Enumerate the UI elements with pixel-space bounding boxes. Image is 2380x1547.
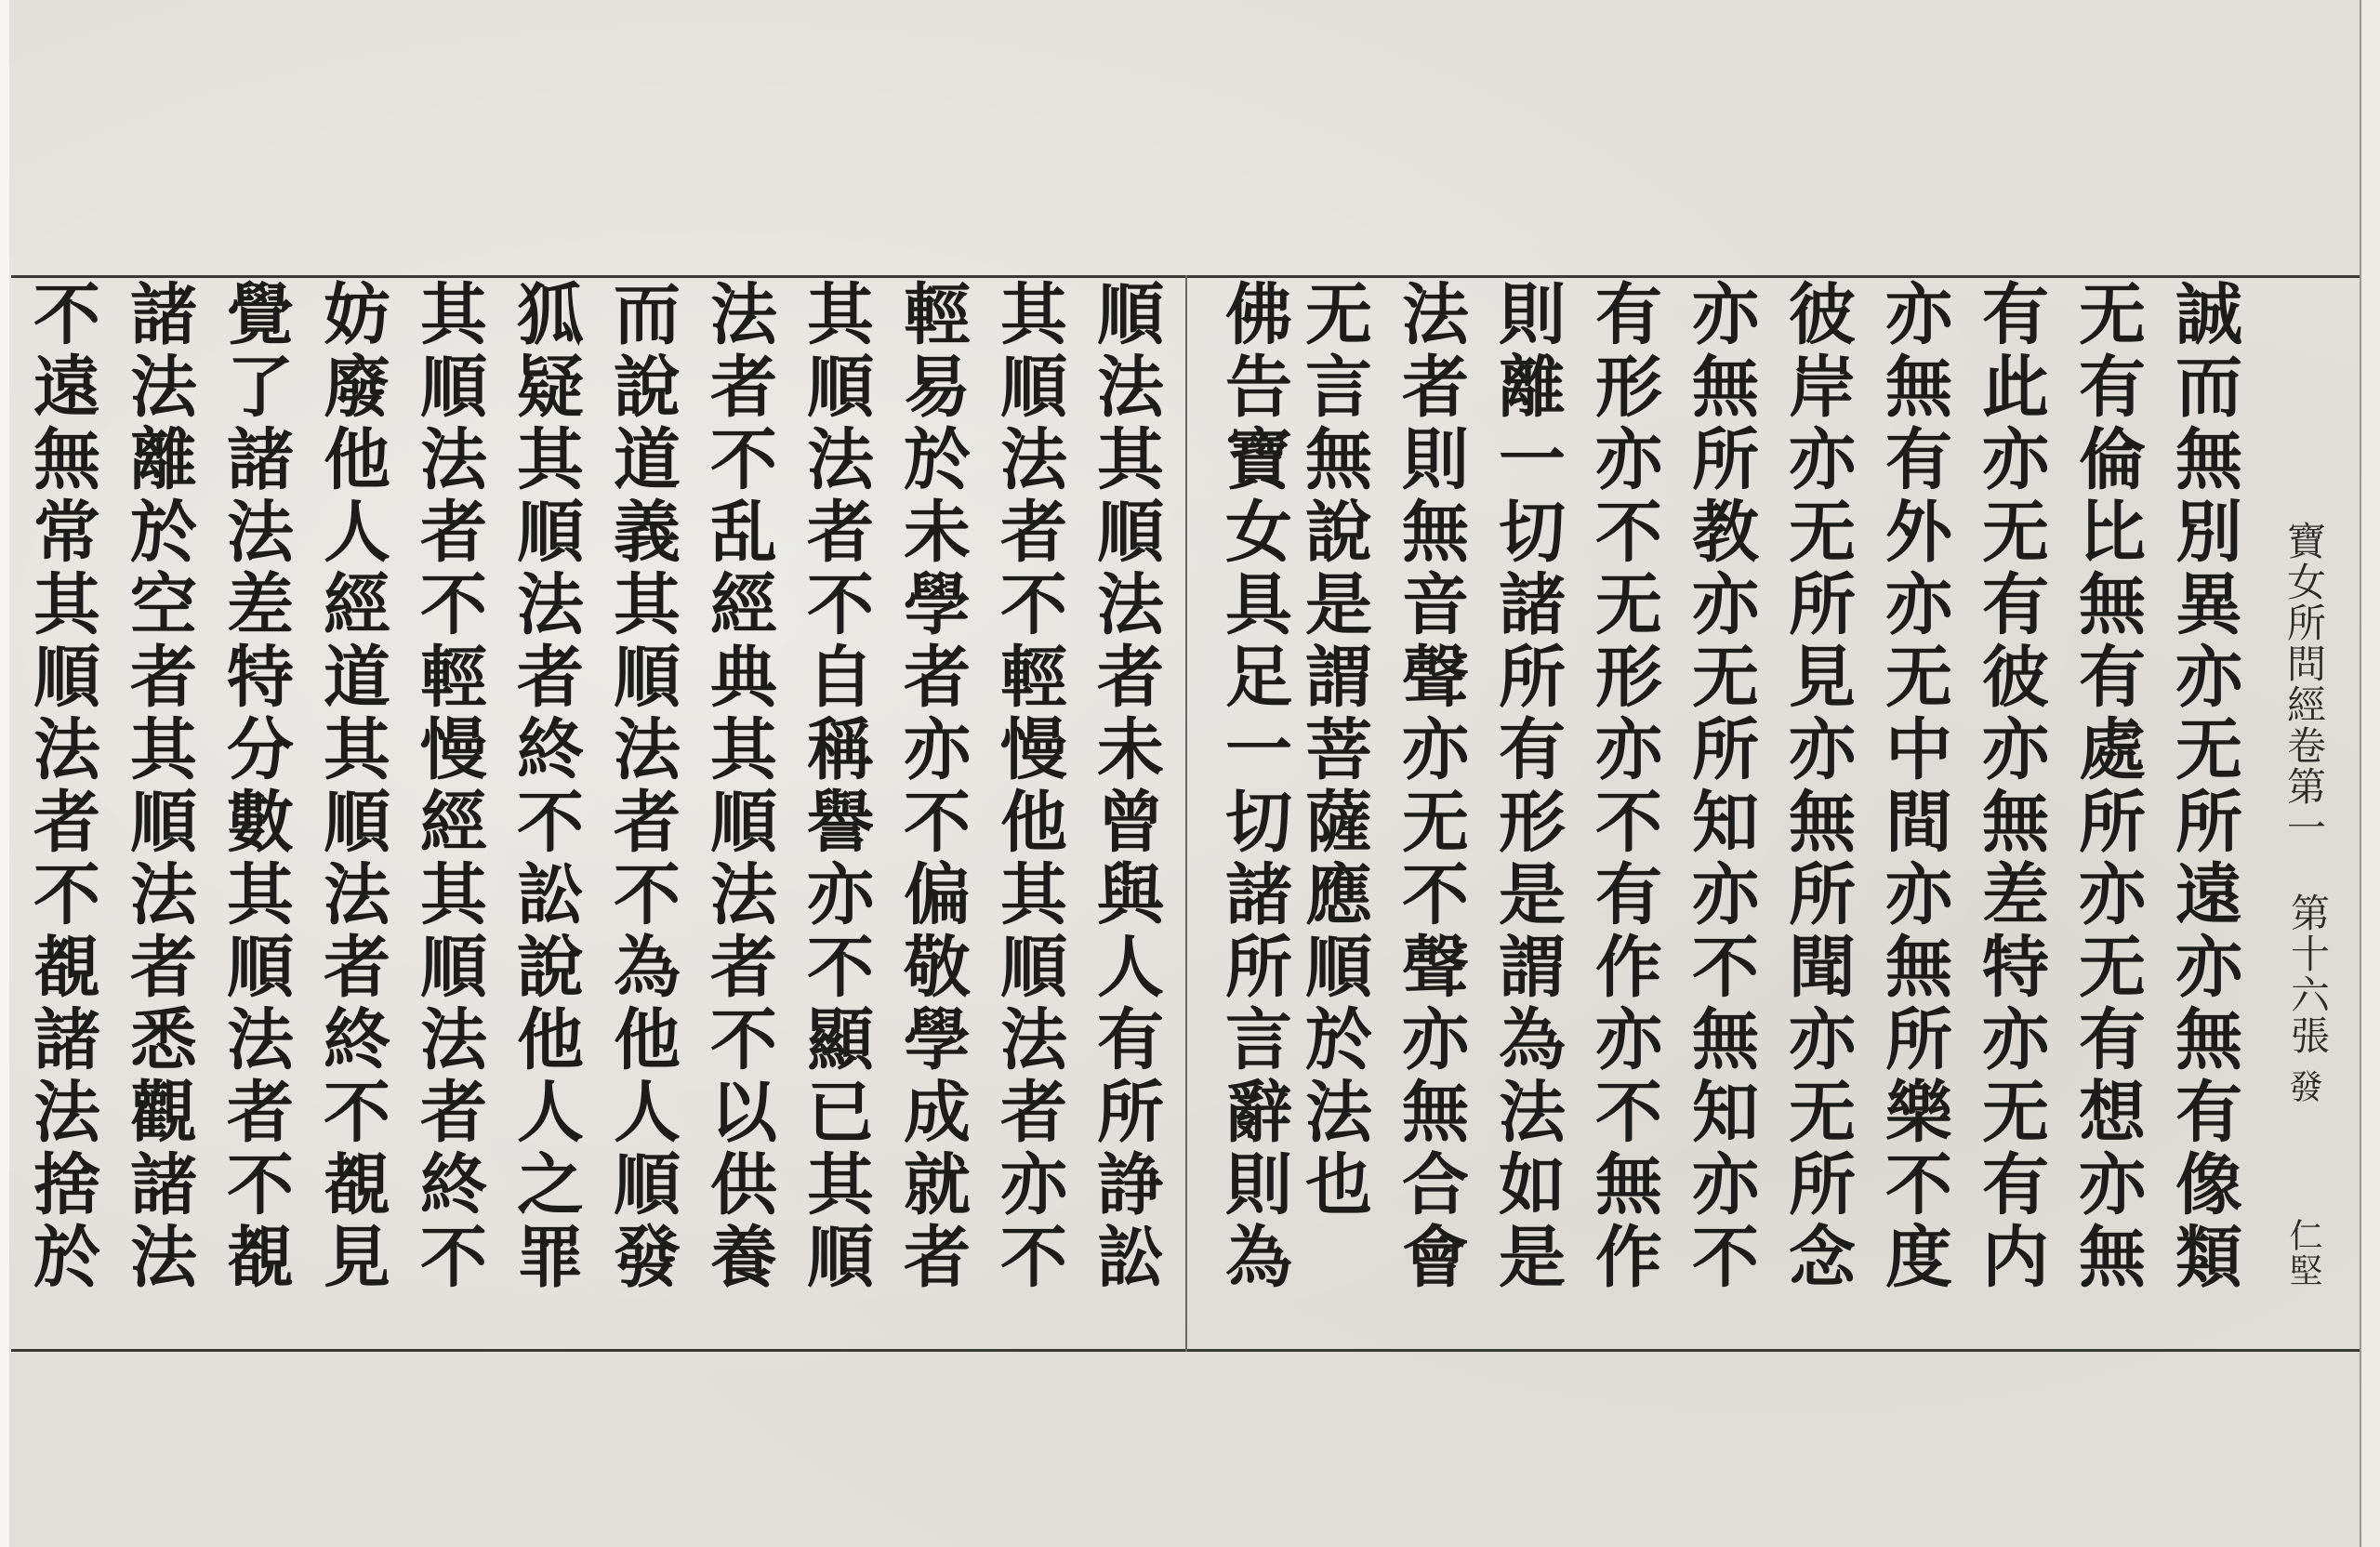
text-column: 而說道義其順法者不為他人順發 bbox=[602, 279, 681, 1294]
text-column: 法者則無音聲亦无不聲亦無合會 bbox=[1391, 279, 1470, 1294]
margin-carver-name: 仁堅 bbox=[2284, 1218, 2322, 1289]
text-column: 有形亦不无形亦不有作亦不無作 bbox=[1584, 279, 1663, 1294]
text-column: 无言無說是謂菩薩應順於法也 bbox=[1294, 279, 1373, 1222]
sheet-edge-right bbox=[2360, 0, 2380, 1547]
margin-strip bbox=[2268, 521, 2334, 1339]
text-column: 其順法者不輕慢他其順法者亦不 bbox=[989, 279, 1068, 1294]
text-column: 无有倫比無有處所亦无有想亦無 bbox=[2068, 279, 2147, 1294]
text-column: 誠而無別異亦无所遠亦無有像類 bbox=[2164, 279, 2243, 1294]
text-column: 覺了諸法差特分數其順法者不覩 bbox=[216, 279, 295, 1294]
text-column: 狐疑其順法者終不訟說他人之罪 bbox=[506, 279, 585, 1294]
margin-mark: 發 bbox=[2284, 1069, 2322, 1104]
text-column: 亦無有外亦无中間亦無所樂不度 bbox=[1874, 279, 1953, 1294]
text-column: 有此亦无有彼亦無差特亦无有内 bbox=[1971, 279, 2050, 1294]
text-column: 輕易於未學者亦不偏敬學成就者 bbox=[892, 279, 972, 1294]
text-column: 彼岸亦无所見亦無所聞亦无所念 bbox=[1778, 279, 1857, 1294]
text-block bbox=[22, 279, 2250, 1346]
text-column: 則離一切諸所有形是謂為法如是 bbox=[1488, 279, 1567, 1294]
margin-title: 寶女所問經卷第一 bbox=[2281, 521, 2327, 848]
text-column: 妨廢他人經道其順法者終不覩見 bbox=[312, 279, 391, 1294]
text-column: 諸法離於空者其順法者悉觀諸法 bbox=[119, 279, 198, 1294]
text-column: 亦無所教亦无所知亦不無知亦不 bbox=[1681, 279, 1760, 1294]
text-column: 不遠無常其順法者不覩諸法捨於 bbox=[22, 279, 101, 1294]
sheet-edge-left bbox=[0, 0, 9, 1547]
text-column: 佛告寶女具足一切諸所言辭則為 bbox=[1214, 279, 1293, 1294]
text-column: 法者不乱經典其順法者不以供養 bbox=[699, 279, 778, 1294]
margin-leaf-number: 第十六張 bbox=[2285, 892, 2331, 1056]
text-column: 其順法者不自稱譽亦不顯已其順 bbox=[796, 279, 875, 1294]
text-column: 順法其順法者未曾與人有所諍訟 bbox=[1086, 279, 1165, 1294]
text-column: 其順法者不輕慢經其順法者終不 bbox=[409, 279, 488, 1294]
